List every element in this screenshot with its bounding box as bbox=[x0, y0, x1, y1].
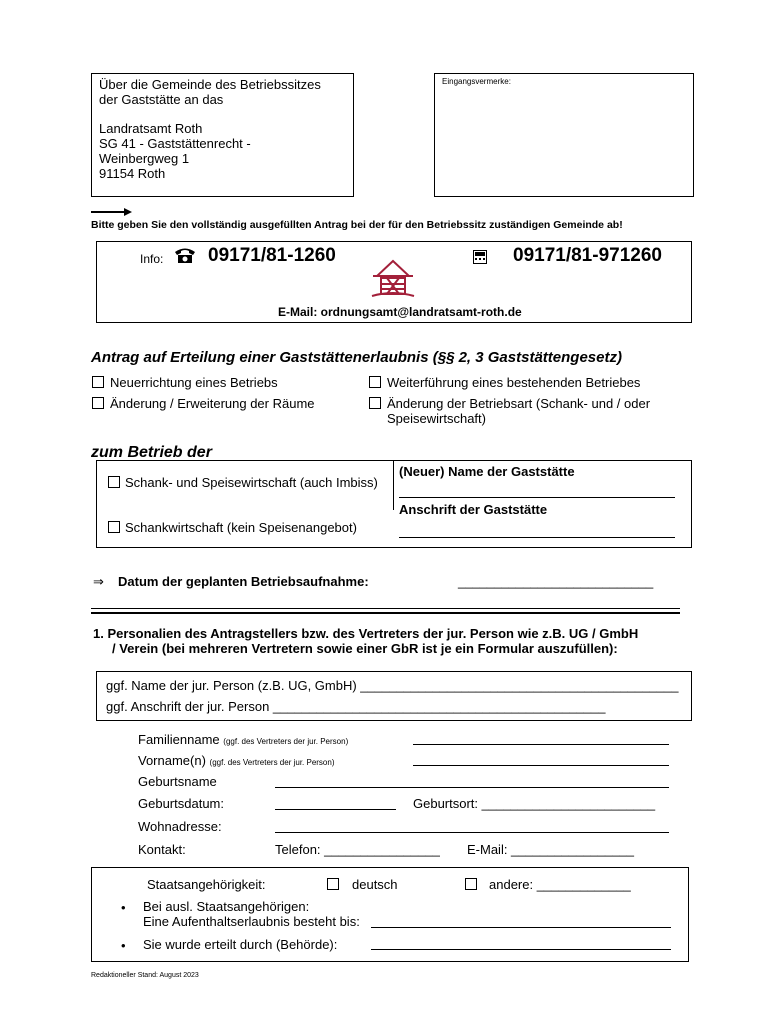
section-divider-bold bbox=[91, 612, 680, 614]
checkbox-weiterfuehrung[interactable] bbox=[369, 376, 381, 388]
implies-arrow-icon: ⇒ bbox=[93, 574, 104, 589]
label-aenderung-raeume: Änderung / Erweiterung der Räume bbox=[110, 396, 315, 411]
email-field[interactable]: E-Mail: _________________ bbox=[467, 842, 634, 857]
behoerde-field[interactable] bbox=[371, 949, 671, 950]
wohnadresse-field[interactable] bbox=[275, 832, 669, 833]
checkbox-aenderung-raeume[interactable] bbox=[92, 397, 104, 409]
label-gaststaette-anschrift: Anschrift der Gaststätte bbox=[399, 502, 548, 517]
checkbox-aenderung-betriebsart[interactable] bbox=[369, 397, 381, 409]
kontakt-label: Kontakt: bbox=[138, 842, 186, 857]
familienname-row bbox=[138, 732, 348, 750]
familienname-label: Familienname bbox=[138, 732, 220, 747]
address-line1: Über die Gemeinde des Betriebssitzes bbox=[99, 77, 321, 92]
bullet1-line1: Bei ausl. Staatsangehörigen: bbox=[143, 899, 310, 914]
district-logo bbox=[370, 258, 416, 298]
familienname-field[interactable] bbox=[413, 744, 669, 745]
checkbox-neuerrichtung[interactable] bbox=[92, 376, 104, 388]
jur-anschrift-field[interactable]: ggf. Anschrift der jur. Person ______________________________________________ bbox=[106, 699, 606, 714]
label-deutsch: deutsch bbox=[352, 877, 398, 892]
nationality-label: Staatsangehörigkeit: bbox=[147, 877, 266, 892]
geburtsdatum-field[interactable] bbox=[275, 809, 396, 810]
telefon-field[interactable]: Telefon: ________________ bbox=[275, 842, 440, 857]
field-gaststaette-anschrift[interactable] bbox=[399, 537, 675, 538]
bullet2: Sie wurde erteilt durch (Behörde): bbox=[143, 937, 338, 952]
label-aenderung-betriebsart-2: Speisewirtschaft) bbox=[387, 411, 486, 426]
jur-name-field[interactable]: ggf. Name der jur. Person (z.B. UG, GmbH) ____________________________________________ bbox=[106, 678, 679, 693]
page-title: Antrag auf Erteilung einer Gaststättenerlaubnis (§§ 2, 3 Gaststättengesetz) bbox=[91, 349, 622, 366]
label-schank-speise: Schank- und Speisewirtschaft (auch Imbiss) bbox=[125, 475, 378, 490]
fax-icon bbox=[473, 250, 487, 264]
label-gaststaette-name: (Neuer) Name der Gaststätte bbox=[399, 464, 575, 479]
address-city: 91154 Roth bbox=[99, 166, 166, 181]
label-weiterfuehrung: Weiterführung eines bestehenden Betriebes bbox=[387, 375, 641, 390]
section1-line1: 1. Personalien des Antragstellers bzw. des Vertreters der jur. Person wie z.B. UG / GmbH bbox=[93, 626, 639, 641]
betrieb-divider bbox=[393, 460, 394, 510]
info-email: E-Mail: ordnungsamt@landratsamt-roth.de bbox=[278, 305, 522, 319]
label-neuerrichtung: Neuerrichtung eines Betriebs bbox=[110, 375, 278, 390]
vorname-hint: (ggf. des Vertreters der jur. Person) bbox=[209, 758, 335, 767]
geburtsort-field[interactable]: Geburtsort: ________________________ bbox=[413, 796, 656, 811]
field-gaststaette-name[interactable] bbox=[399, 497, 675, 498]
checkbox-andere[interactable] bbox=[465, 878, 477, 890]
info-phone: 09171/81-1260 bbox=[208, 245, 336, 266]
receipt-box bbox=[434, 73, 694, 197]
bullet-icon: • bbox=[121, 900, 126, 915]
geburtsname-field[interactable] bbox=[275, 787, 669, 788]
info-fax: 09171/81-971260 bbox=[513, 245, 662, 266]
footer-stand: Redaktioneller Stand: August 2023 bbox=[91, 972, 199, 979]
checkbox-schank-speise[interactable] bbox=[108, 476, 120, 488]
geburtsdatum-label: Geburtsdatum: bbox=[138, 796, 224, 811]
address-name: Landratsamt Roth bbox=[99, 121, 203, 136]
betrieb-heading: zum Betrieb der bbox=[91, 444, 212, 461]
instruction: Bitte geben Sie den vollständig ausgefüllten Antrag bei der für den Betriebssitz zuständigen Gemeinde ab! bbox=[91, 219, 623, 231]
vorname-row bbox=[138, 753, 335, 771]
section-divider bbox=[91, 608, 680, 609]
label-aenderung-betriebsart-1: Änderung der Betriebsart (Schank- und / oder bbox=[387, 396, 651, 411]
datum-label: Datum der geplanten Betriebsaufnahme: bbox=[118, 574, 369, 589]
andere-field[interactable]: andere: _____________ bbox=[489, 877, 631, 892]
bullet1-line2: Eine Aufenthaltserlaubnis besteht bis: bbox=[143, 914, 360, 929]
datum-field[interactable]: ___________________________ bbox=[458, 574, 654, 589]
vorname-label: Vorname(n) bbox=[138, 753, 206, 768]
receipt-label: Eingangsvermerke: bbox=[442, 77, 511, 86]
checkbox-deutsch[interactable] bbox=[327, 878, 339, 890]
aufenthalt-field[interactable] bbox=[371, 927, 671, 928]
wohnadresse-label: Wohnadresse: bbox=[138, 819, 222, 834]
section1-line2: / Verein (bei mehreren Vertretern sowie einer GbR ist je ein Formular auszufüllen): bbox=[112, 641, 618, 656]
phone-icon bbox=[174, 246, 196, 264]
arrow-right-icon bbox=[91, 207, 133, 217]
vorname-field[interactable] bbox=[413, 765, 669, 766]
familienname-hint: (ggf. des Vertreters der jur. Person) bbox=[223, 737, 349, 746]
bullet-icon: • bbox=[121, 938, 126, 953]
address-dept: SG 41 - Gaststättenrecht - bbox=[99, 136, 251, 151]
address-street: Weinbergweg 1 bbox=[99, 151, 190, 166]
geburtsname-label: Geburtsname bbox=[138, 774, 217, 789]
address-line2: der Gaststätte an das bbox=[99, 92, 224, 107]
label-schank: Schankwirtschaft (kein Speisenangebot) bbox=[125, 520, 357, 535]
checkbox-schank[interactable] bbox=[108, 521, 120, 533]
info-label: Info: bbox=[140, 252, 164, 266]
